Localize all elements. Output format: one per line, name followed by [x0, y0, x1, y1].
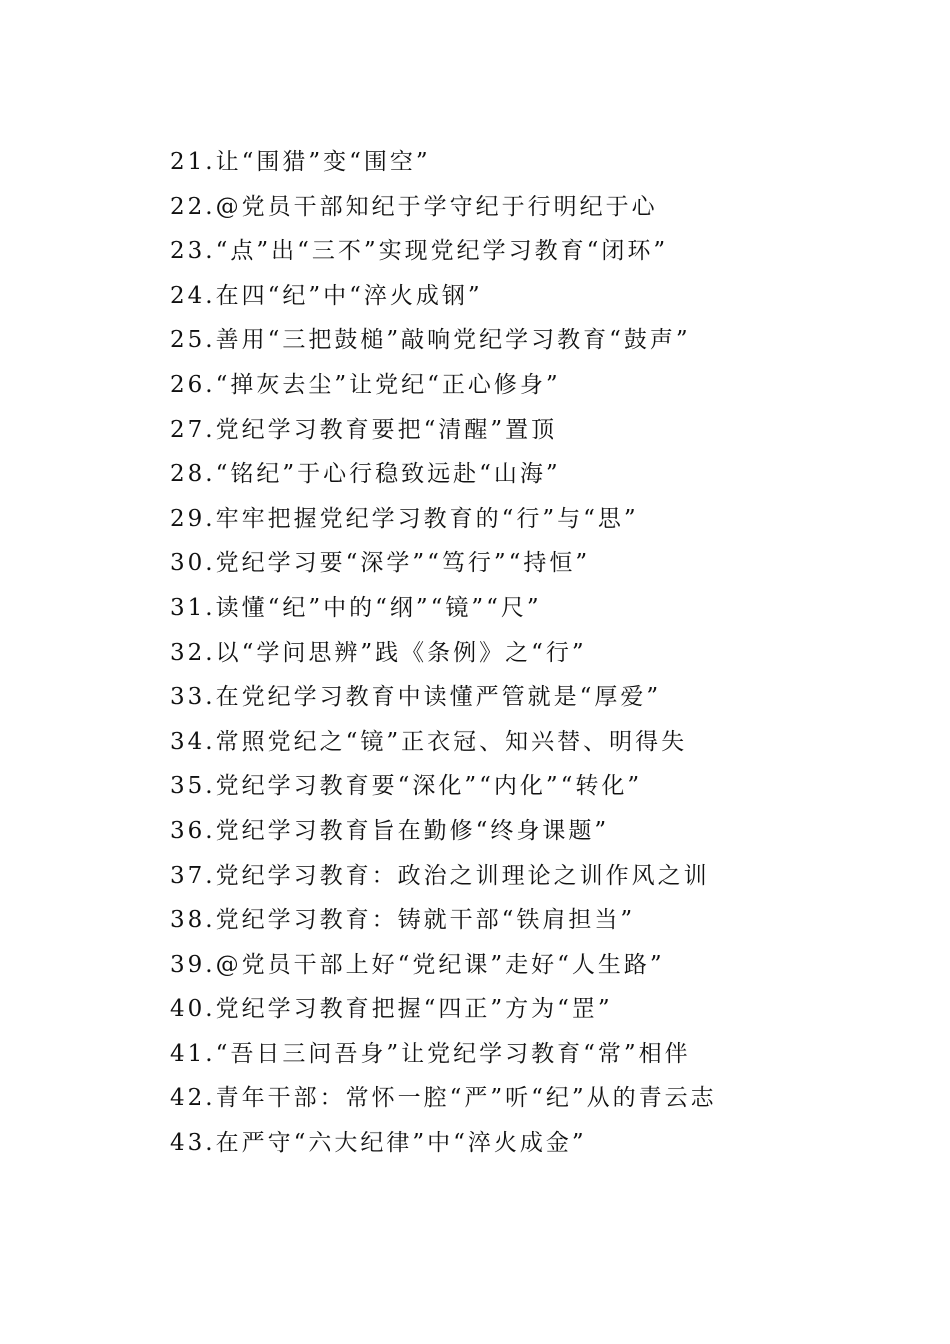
title-list: [170, 140, 717, 1166]
list-item: 26.“掸灰去尘”让党纪“正心修身”: [170, 371, 561, 398]
list-item: 28.“铭纪”于心行稳致远赴“山海”: [170, 461, 561, 488]
list-item: 36.党纪学习教育旨在勤修“终身课题”: [170, 817, 610, 844]
list-item: 21.让“围猎”变“围空”: [170, 149, 431, 175]
list-item: 43.在严守“六大纪律”中“淬火成金”: [170, 1130, 587, 1157]
list-item: 38.党纪学习教育：铸就干部“铁肩担当”: [170, 907, 636, 934]
list-item: 22.@党员干部知纪于学守纪于行明纪于心: [170, 193, 658, 220]
list-item: 35.党纪学习教育要“深化”“内化”“转化”: [170, 773, 643, 800]
list-item: 34.常照党纪之“镜”正衣冠、知兴替、明得失: [170, 728, 688, 755]
list-item: 30.党纪学习要“深学”“笃行”“持恒”: [170, 550, 591, 577]
list-item: 40.党纪学习教育把握“四正”方为“罡”: [170, 996, 613, 1023]
list-item: 24.在四“纪”中“淬火成钢”: [170, 282, 483, 309]
list-item: 39.@党员干部上好“党纪课”走好“人生路”: [170, 951, 665, 978]
list-item: 29.牢牢把握党纪学习教育的“行”与“思”: [170, 505, 639, 532]
list-item: 31.读懂“纪”中的“纲”“镜”“尺”: [170, 594, 542, 621]
list-item: 25.善用“三把鼓槌”敲响党纪学习教育“鼓声”: [170, 327, 691, 354]
list-item: 33.在党纪学习教育中读懂严管就是“厚爱”: [170, 684, 662, 711]
list-item: 23.“点”出“三不”实现党纪学习教育“闭环”: [170, 238, 669, 265]
list-item: 37.党纪学习教育：政治之训理论之训作风之训: [170, 862, 710, 889]
list-item: 32.以“学问思辨”践《条例》之“行”: [170, 639, 587, 666]
list-item: 27.党纪学习教育要把“清醒”置顶: [170, 416, 558, 443]
list-item: 41.“吾日三问吾身”让党纪学习教育“常”相伴: [170, 1040, 691, 1067]
list-item: 42.青年干部：常怀一腔“严”听“纪”从的青云志: [170, 1085, 717, 1112]
